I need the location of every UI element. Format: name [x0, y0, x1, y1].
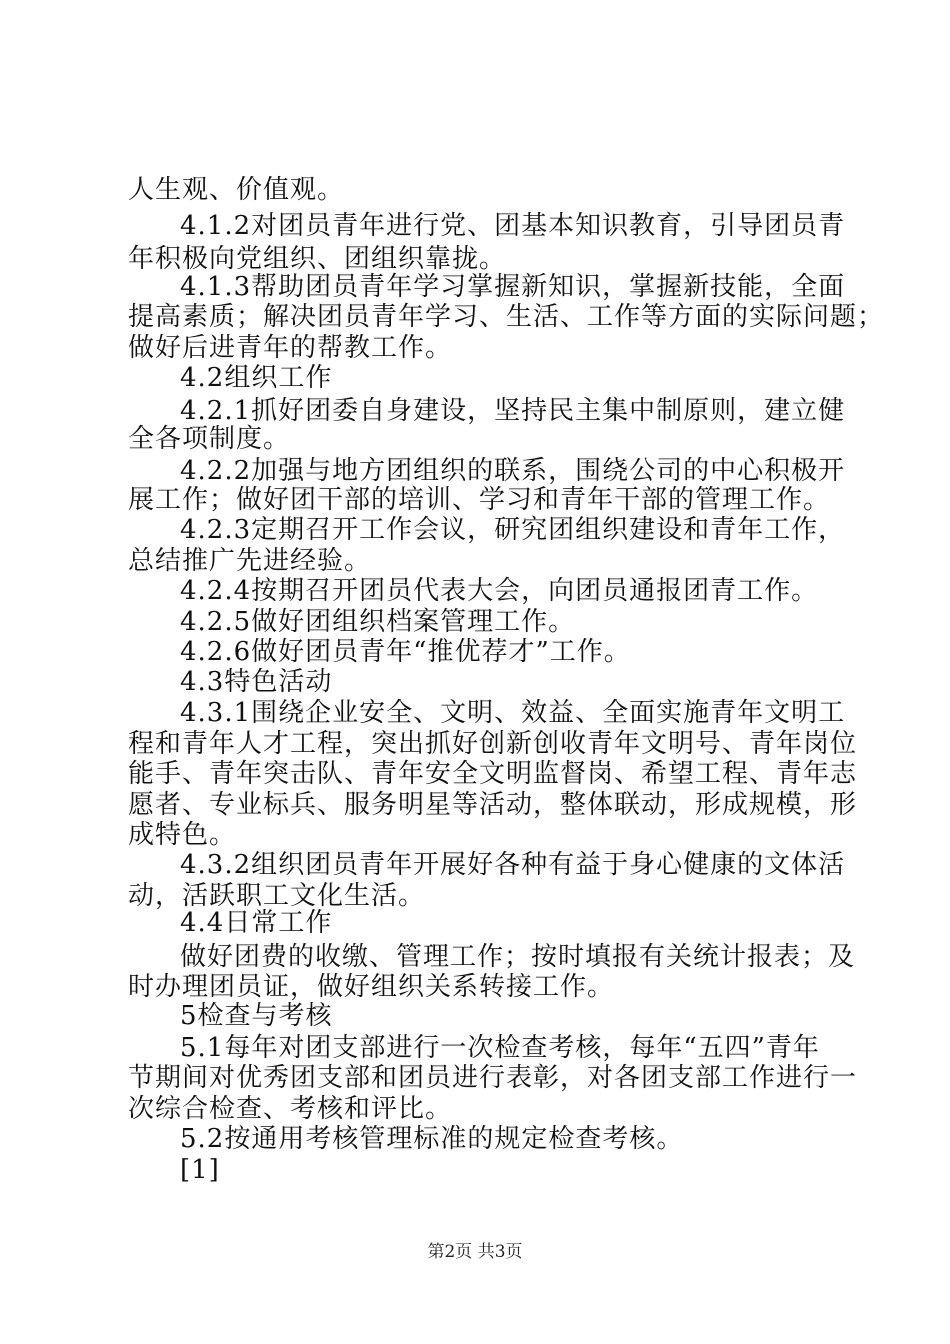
paragraph-line: 人生观、价值观。 [128, 175, 345, 205]
section-heading: 4.2组织工作 [180, 363, 333, 393]
paragraph-line: 4.3.1围绕企业安全、文明、效益、全面实施青年文明工 [180, 698, 846, 728]
paragraph-line: 愿者、专业标兵、服务明星等活动，整体联动，形成规模，形 [128, 790, 858, 820]
paragraph-line: 4.3.2组织团员青年开展好各种有益于身心健康的文体活 [180, 850, 846, 880]
paragraph-line: 5.2按通用考核管理标准的规定检查考核。 [180, 1124, 684, 1154]
paragraph-line: 动，活跃职工文化生活。 [128, 881, 426, 911]
paragraph-line: 4.2.2加强与地方团组织的联系，围绕公司的中心积极开 [180, 456, 846, 486]
paragraph-line: 4.1.2对团员青年进行党、团基本知识教育，引导团员青 [180, 211, 846, 241]
paragraph-line: 4.2.6做好团员青年“推优荐才”工作。 [180, 637, 631, 667]
page-footer: 第2页 共3页 [427, 1242, 523, 1262]
paragraph-line: 成特色。 [128, 820, 237, 850]
paragraph-line: 4.2.1抓好团委自身建设，坚持民主集中制原则，建立健 [180, 396, 846, 426]
paragraph-line: 时办理团员证，做好组织关系转接工作。 [128, 972, 615, 1002]
paragraph-line: 全各项制度。 [128, 424, 291, 454]
paragraph-line: 做好后进青年的帮教工作。 [128, 333, 453, 363]
paragraph-line: 能手、青年突击队、青年安全文明监督岗、希望工程、青年志 [128, 759, 858, 789]
paragraph-line: 年积极向党组织、团组织靠拢。 [128, 244, 507, 274]
paragraph-line: 4.1.3帮助团员青年学习掌握新知识，掌握新技能，全面 [180, 272, 846, 302]
paragraph-line: 总结推广先进经验。 [128, 546, 372, 576]
paragraph-line: 4.2.4按期召开团员代表大会，向团员通报团青工作。 [180, 576, 819, 606]
reference-mark: [1] [180, 1155, 220, 1185]
paragraph-line: 次综合检查、考核和评比。 [128, 1094, 453, 1124]
paragraph-line: 做好团费的收缴、管理工作；按时填报有关统计报表；及 [180, 942, 856, 972]
section-heading: 5检查与考核 [180, 1001, 333, 1031]
paragraph-line: 4.2.3定期召开工作会议，研究团组织建设和青年工作， [180, 515, 846, 545]
paragraph-line: 4.2.5做好团组织档案管理工作。 [180, 607, 576, 637]
paragraph-line: 节期间对优秀团支部和团员进行表彰，对各团支部工作进行一 [128, 1063, 858, 1093]
section-heading: 4.4日常工作 [180, 908, 333, 938]
paragraph-line: 5.1每年对团支部进行一次检查考核，每年“五四”青年 [180, 1033, 820, 1063]
paragraph-line: 提高素质；解决团员青年学习、生活、工作等方面的实际问题； [128, 302, 885, 332]
paragraph-line: 程和青年人才工程，突出抓好创新创收青年文明号、青年岗位 [128, 729, 858, 759]
paragraph-line: 展工作；做好团干部的培训、学习和青年干部的管理工作。 [128, 485, 831, 515]
section-heading: 4.3特色活动 [180, 667, 333, 697]
